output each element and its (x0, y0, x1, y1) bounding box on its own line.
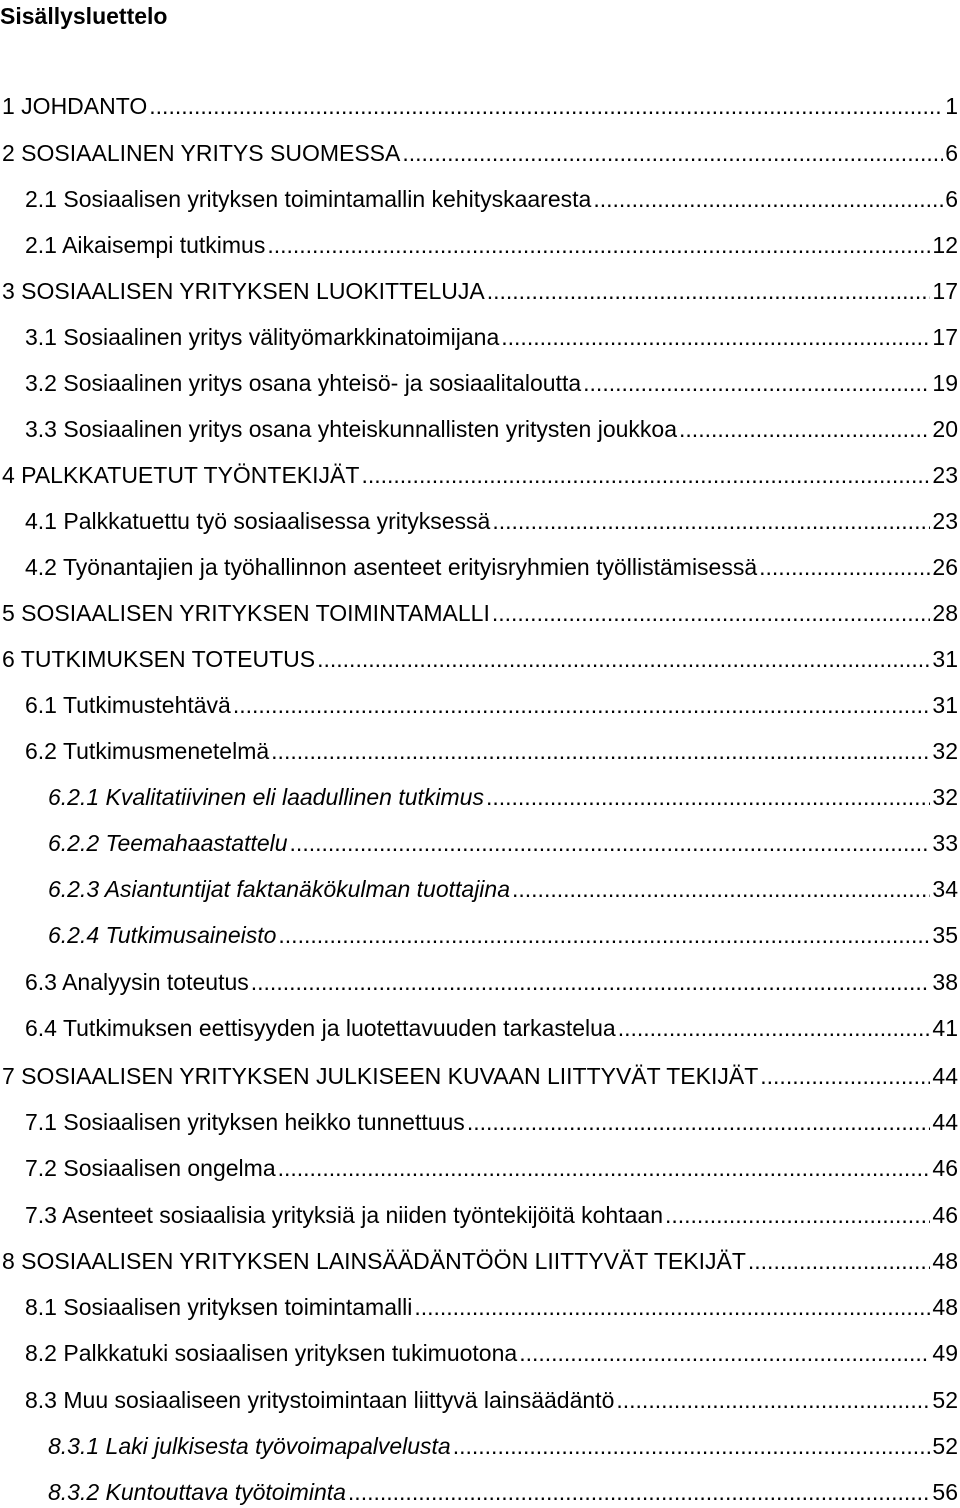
toc-entry-text: 3 SOSIAALISEN YRITYKSEN LUOKITTELUJA (2, 278, 485, 304)
toc-leader-dots (512, 874, 930, 904)
toc-entry-text: 8.1 Sosiaalisen yrityksen toimintamalli (25, 1294, 413, 1320)
toc-leader-dots (618, 1013, 931, 1043)
toc-entry[interactable] (2, 598, 958, 628)
toc-page-number: 17 (932, 324, 958, 350)
toc-entry[interactable] (2, 91, 958, 121)
toc-entry[interactable] (2, 276, 958, 306)
toc-entry[interactable] (25, 967, 958, 997)
toc-page-number: 33 (932, 830, 958, 856)
toc-page-number: 52 (932, 1387, 958, 1413)
toc-leader-dots (487, 276, 931, 306)
toc-entry[interactable] (25, 1292, 958, 1322)
toc-entry[interactable] (25, 368, 958, 398)
toc-entry[interactable] (25, 736, 958, 766)
toc-entry[interactable] (48, 828, 958, 858)
toc-entry-text: 6.2.1 Kvalitatiivinen eli laadullinen tutkimus (48, 784, 484, 810)
toc-entry-text: 6.2 Tutkimusmenetelmä (25, 738, 270, 764)
toc-leader-dots (233, 690, 931, 720)
toc-leader-dots (583, 368, 930, 398)
toc-entry-text: 3.1 Sosiaalinen yritys välityömarkkinatoimijana (25, 324, 500, 350)
toc-entry-text: 8.3.1 Laki julkisesta työvoimapalvelusta (48, 1433, 451, 1459)
toc-entry[interactable] (48, 920, 958, 950)
toc-page-number: 44 (932, 1109, 958, 1135)
toc-page-number: 6 (945, 186, 958, 212)
toc-leader-dots (361, 460, 930, 490)
toc-entry-text: 7.3 Asenteet sosiaalisia yrityksiä ja niiden työntekijöitä kohtaan (25, 1202, 663, 1228)
toc-page-number: 12 (932, 232, 958, 258)
toc-leader-dots (486, 782, 930, 812)
toc-entry-text: 8 SOSIAALISEN YRITYKSEN LAINSÄÄDÄNTÖÖN LIITTYVÄT TEKIJÄT (2, 1248, 746, 1274)
toc-leader-dots (759, 552, 930, 582)
toc-leader-dots (317, 644, 930, 674)
toc-entry[interactable] (48, 1477, 958, 1507)
toc-entry[interactable] (25, 1013, 958, 1043)
toc-entry[interactable] (25, 690, 958, 720)
toc-page-number: 35 (932, 922, 958, 948)
toc-entry[interactable] (25, 322, 958, 352)
toc-entry-text: 6.2.2 Teemahaastattelu (48, 830, 288, 856)
toc-entry-text: 2.1 Sosiaalisen yrityksen toimintamallin kehityskaaresta (25, 186, 592, 212)
toc-entry-text: 6.4 Tutkimuksen eettisyyden ja luotettavuuden tarkastelua (25, 1015, 616, 1041)
toc-entry[interactable] (25, 1385, 958, 1415)
toc-page-number: 17 (932, 278, 958, 304)
toc-leader-dots (402, 138, 943, 168)
toc-entry-text: 7 SOSIAALISEN YRITYKSEN JULKISEEN KUVAAN LIITTYVÄT TEKIJÄT (2, 1063, 759, 1089)
toc-entry[interactable] (25, 1338, 958, 1368)
toc-entry-text: 4 PALKKATUETUT TYÖNTEKIJÄT (2, 462, 360, 488)
toc-page-number: 48 (932, 1248, 958, 1274)
toc-entry-text: 6.1 Tutkimustehtävä (25, 692, 231, 718)
toc-page-number: 34 (932, 876, 958, 902)
toc-leader-dots (278, 1153, 931, 1183)
toc-leader-dots (348, 1477, 930, 1507)
toc-page-number: 19 (932, 370, 958, 396)
toc-page-number: 23 (932, 508, 958, 534)
toc-page-number: 48 (932, 1294, 958, 1320)
toc-page-number: 46 (932, 1155, 958, 1181)
toc-entry[interactable] (48, 874, 958, 904)
toc-entry[interactable] (25, 1153, 958, 1183)
toc-page-number: 6 (945, 140, 958, 166)
toc-entry-text: 2.1 Aikaisempi tutkimus (25, 232, 266, 258)
toc-leader-dots (467, 1107, 931, 1137)
toc-page-number: 32 (932, 738, 958, 764)
toc-leader-dots (665, 1200, 930, 1230)
toc-entry[interactable] (25, 414, 958, 444)
toc-entry[interactable] (2, 1061, 958, 1091)
toc-entry[interactable] (2, 138, 958, 168)
toc-page-number: 32 (932, 784, 958, 810)
toc-entry[interactable] (2, 644, 958, 674)
toc-entry-text: 4.2 Työnantajien ja työhallinnon asenteet erityisryhmien työllistämisessä (25, 554, 758, 580)
toc-entry[interactable] (48, 1431, 958, 1461)
toc-title: Sisällysluettelo (0, 3, 168, 29)
toc-entry-text: 8.3.2 Kuntouttava työtoiminta (48, 1479, 346, 1505)
toc-leader-dots (748, 1246, 931, 1276)
toc-entry-text: 6.2.4 Tutkimusaineisto (48, 922, 277, 948)
toc-leader-dots (760, 1061, 930, 1091)
toc-leader-dots (149, 91, 943, 121)
toc-entry-text: 2 SOSIAALINEN YRITYS SUOMESSA (2, 140, 401, 166)
toc-entry[interactable] (25, 1200, 958, 1230)
toc-entry-text: 6.3 Analyysin toteutus (25, 969, 249, 995)
toc-leader-dots (492, 506, 930, 536)
toc-page-number: 38 (932, 969, 958, 995)
toc-entry[interactable] (2, 1246, 958, 1276)
toc-entry-text: 3.2 Sosiaalinen yritys osana yhteisö- ja sosiaalitaloutta (25, 370, 582, 396)
toc-page-number: 56 (932, 1479, 958, 1505)
toc-leader-dots (492, 598, 931, 628)
toc-entry-text: 8.3 Muu sosiaaliseen yritystoimintaan liittyvä lainsäädäntö (25, 1387, 615, 1413)
toc-entry-text: 1 JOHDANTO (2, 93, 148, 119)
toc-leader-dots (271, 736, 930, 766)
toc-leader-dots (251, 967, 931, 997)
toc-page-number: 20 (932, 416, 958, 442)
toc-entry[interactable] (25, 230, 958, 260)
toc-page-number: 44 (932, 1063, 958, 1089)
toc-leader-dots (519, 1338, 930, 1368)
toc-entry-text: 7.1 Sosiaalisen yrityksen heikko tunnettuus (25, 1109, 465, 1135)
toc-page-number: 26 (932, 554, 958, 580)
toc-leader-dots (679, 414, 930, 444)
toc-entry-text: 3.3 Sosiaalinen yritys osana yhteiskunnallisten yritysten joukkoa (25, 416, 678, 442)
toc-entry-text: 8.2 Palkkatuki sosiaalisen yrityksen tukimuotona (25, 1340, 518, 1366)
toc-entry[interactable] (25, 552, 958, 582)
toc-entry-text: 6 TUTKIMUKSEN TOTEUTUS (2, 646, 316, 672)
toc-leader-dots (616, 1385, 930, 1415)
toc-leader-dots (414, 1292, 930, 1322)
toc-leader-dots (267, 230, 930, 260)
toc-leader-dots (593, 184, 943, 214)
toc-page-number: 41 (932, 1015, 958, 1041)
toc-leader-dots (501, 322, 930, 352)
toc-entry[interactable] (48, 782, 958, 812)
toc-page-number: 46 (932, 1202, 958, 1228)
toc-leader-dots (453, 1431, 931, 1461)
toc-entry[interactable] (25, 506, 958, 536)
toc-entry-text: 5 SOSIAALISEN YRITYKSEN TOIMINTAMALLI (2, 600, 490, 626)
toc-entry-text: 6.2.3 Asiantuntijat faktanäkökulman tuottajina (48, 876, 510, 902)
toc-page-number: 1 (945, 93, 958, 119)
toc-page-number: 49 (932, 1340, 958, 1366)
toc-page-number: 31 (932, 692, 958, 718)
toc-leader-dots (278, 920, 930, 950)
toc-entry[interactable] (2, 460, 958, 490)
toc-page-number: 31 (932, 646, 958, 672)
toc-entry[interactable] (25, 1107, 958, 1137)
toc-page-number: 52 (932, 1433, 958, 1459)
toc-page-number: 23 (932, 462, 958, 488)
toc-entry-text: 4.1 Palkkatuettu työ sosiaalisessa yrityksessä (25, 508, 491, 534)
toc-entry[interactable] (25, 184, 958, 214)
toc-leader-dots (290, 828, 931, 858)
toc-page-number: 28 (932, 600, 958, 626)
toc-entry-text: 7.2 Sosiaalisen ongelma (25, 1155, 276, 1181)
